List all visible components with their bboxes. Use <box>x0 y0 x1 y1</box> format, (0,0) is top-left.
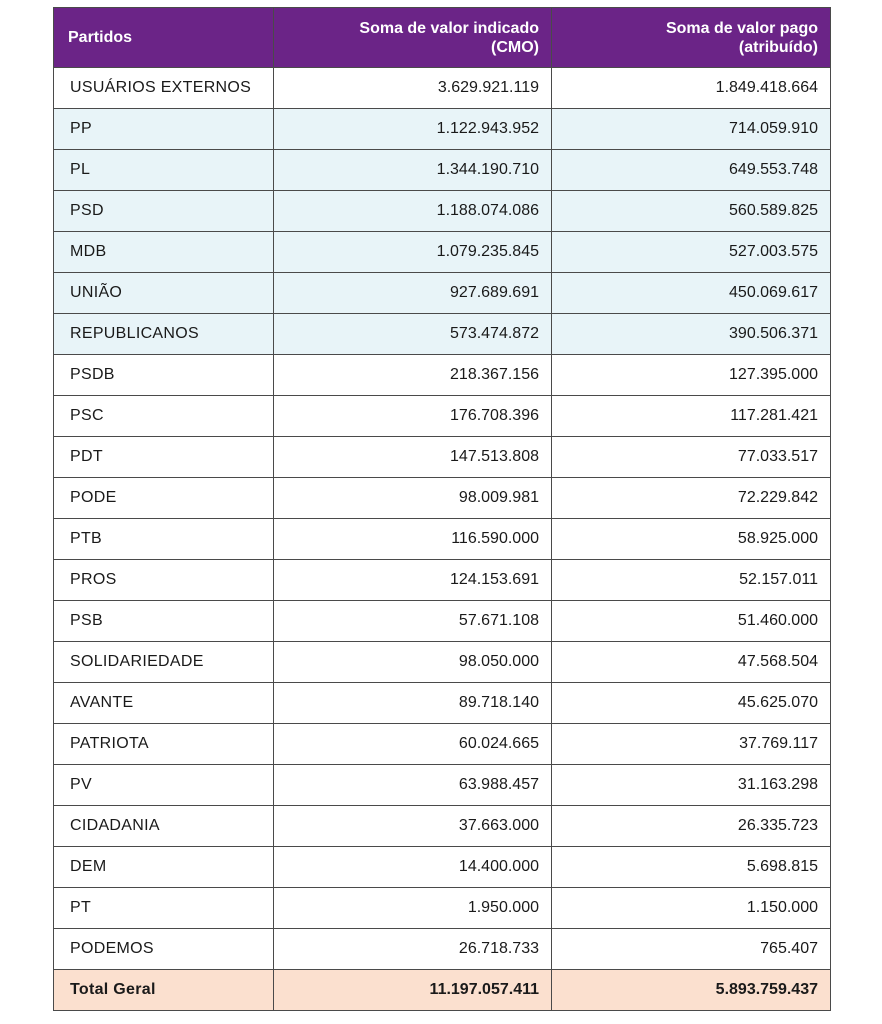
party-name: AVANTE <box>54 683 274 724</box>
table-row <box>54 232 831 273</box>
table-row <box>54 191 831 232</box>
valor-pago: 714.059.910 <box>552 109 831 150</box>
party-name: UNIÃO <box>54 273 274 314</box>
table-row <box>54 888 831 929</box>
header-valor-indicado-line2: (CMO) <box>491 38 539 56</box>
table-row <box>54 806 831 847</box>
total-label: Total Geral <box>54 970 274 1011</box>
header-valor-pago-line2: (atribuído) <box>738 38 818 56</box>
party-name: PV <box>54 765 274 806</box>
valor-pago: 26.335.723 <box>552 806 831 847</box>
valor-pago: 1.150.000 <box>552 888 831 929</box>
valor-indicado: 1.950.000 <box>274 888 552 929</box>
valor-pago: 560.589.825 <box>552 191 831 232</box>
valor-indicado: 927.689.691 <box>274 273 552 314</box>
valor-pago: 45.625.070 <box>552 683 831 724</box>
header-valor-indicado <box>274 8 552 68</box>
valor-indicado: 573.474.872 <box>274 314 552 355</box>
valor-indicado: 1.122.943.952 <box>274 109 552 150</box>
valor-indicado: 176.708.396 <box>274 396 552 437</box>
table-body <box>54 68 831 1011</box>
party-name: MDB <box>54 232 274 273</box>
party-values-table <box>53 7 831 1011</box>
valor-indicado: 1.188.074.086 <box>274 191 552 232</box>
party-name: PSC <box>54 396 274 437</box>
party-name: PDT <box>54 437 274 478</box>
valor-pago: 765.407 <box>552 929 831 970</box>
table-row <box>54 519 831 560</box>
valor-indicado: 26.718.733 <box>274 929 552 970</box>
table-row <box>54 929 831 970</box>
party-name: DEM <box>54 847 274 888</box>
valor-indicado: 147.513.808 <box>274 437 552 478</box>
total-indicado: 11.197.057.411 <box>274 970 552 1011</box>
header-row <box>54 8 831 68</box>
total-pago: 5.893.759.437 <box>552 970 831 1011</box>
table-row <box>54 396 831 437</box>
valor-pago: 31.163.298 <box>552 765 831 806</box>
valor-pago: 127.395.000 <box>552 355 831 396</box>
valor-pago: 5.698.815 <box>552 847 831 888</box>
valor-indicado: 1.344.190.710 <box>274 150 552 191</box>
party-name: PL <box>54 150 274 191</box>
table-row <box>54 724 831 765</box>
valor-indicado: 3.629.921.119 <box>274 68 552 109</box>
table-row <box>54 314 831 355</box>
valor-pago: 77.033.517 <box>552 437 831 478</box>
table-row <box>54 273 831 314</box>
valor-pago: 47.568.504 <box>552 642 831 683</box>
valor-indicado: 116.590.000 <box>274 519 552 560</box>
valor-pago: 390.506.371 <box>552 314 831 355</box>
valor-pago: 58.925.000 <box>552 519 831 560</box>
table-row <box>54 847 831 888</box>
valor-indicado: 89.718.140 <box>274 683 552 724</box>
table-row <box>54 478 831 519</box>
header-partidos: Partidos <box>54 8 274 68</box>
valor-pago: 450.069.617 <box>552 273 831 314</box>
valor-pago: 72.229.842 <box>552 478 831 519</box>
party-name: PATRIOTA <box>54 724 274 765</box>
valor-pago: 51.460.000 <box>552 601 831 642</box>
party-name: PSB <box>54 601 274 642</box>
valor-indicado: 98.050.000 <box>274 642 552 683</box>
valor-pago: 37.769.117 <box>552 724 831 765</box>
table-row <box>54 150 831 191</box>
table-row <box>54 355 831 396</box>
table-header <box>54 8 831 68</box>
table-row <box>54 765 831 806</box>
valor-indicado: 218.367.156 <box>274 355 552 396</box>
party-name: SOLIDARIEDADE <box>54 642 274 683</box>
table-row <box>54 642 831 683</box>
table-row <box>54 437 831 478</box>
total-row <box>54 970 831 1011</box>
valor-indicado: 98.009.981 <box>274 478 552 519</box>
valor-pago: 52.157.011 <box>552 560 831 601</box>
valor-indicado: 57.671.108 <box>274 601 552 642</box>
valor-pago: 117.281.421 <box>552 396 831 437</box>
table-row <box>54 68 831 109</box>
party-name: PT <box>54 888 274 929</box>
party-name: REPUBLICANOS <box>54 314 274 355</box>
party-name: PSDB <box>54 355 274 396</box>
valor-indicado: 60.024.665 <box>274 724 552 765</box>
valor-indicado: 14.400.000 <box>274 847 552 888</box>
valor-pago: 527.003.575 <box>552 232 831 273</box>
party-name: PSD <box>54 191 274 232</box>
valor-indicado: 1.079.235.845 <box>274 232 552 273</box>
valor-pago: 1.849.418.664 <box>552 68 831 109</box>
table-row <box>54 560 831 601</box>
valor-pago: 649.553.748 <box>552 150 831 191</box>
valor-indicado: 37.663.000 <box>274 806 552 847</box>
table-row <box>54 683 831 724</box>
header-valor-pago <box>552 8 831 68</box>
valor-indicado: 124.153.691 <box>274 560 552 601</box>
table-row <box>54 109 831 150</box>
party-name: PTB <box>54 519 274 560</box>
header-valor-indicado-line1: Soma de valor indicado <box>359 19 539 37</box>
table-row <box>54 601 831 642</box>
party-name: CIDADANIA <box>54 806 274 847</box>
party-name: PP <box>54 109 274 150</box>
party-name: PROS <box>54 560 274 601</box>
party-name: PODE <box>54 478 274 519</box>
party-name: PODEMOS <box>54 929 274 970</box>
valor-indicado: 63.988.457 <box>274 765 552 806</box>
header-valor-pago-line1: Soma de valor pago <box>665 19 818 37</box>
party-name: USUÁRIOS EXTERNOS <box>54 68 274 109</box>
